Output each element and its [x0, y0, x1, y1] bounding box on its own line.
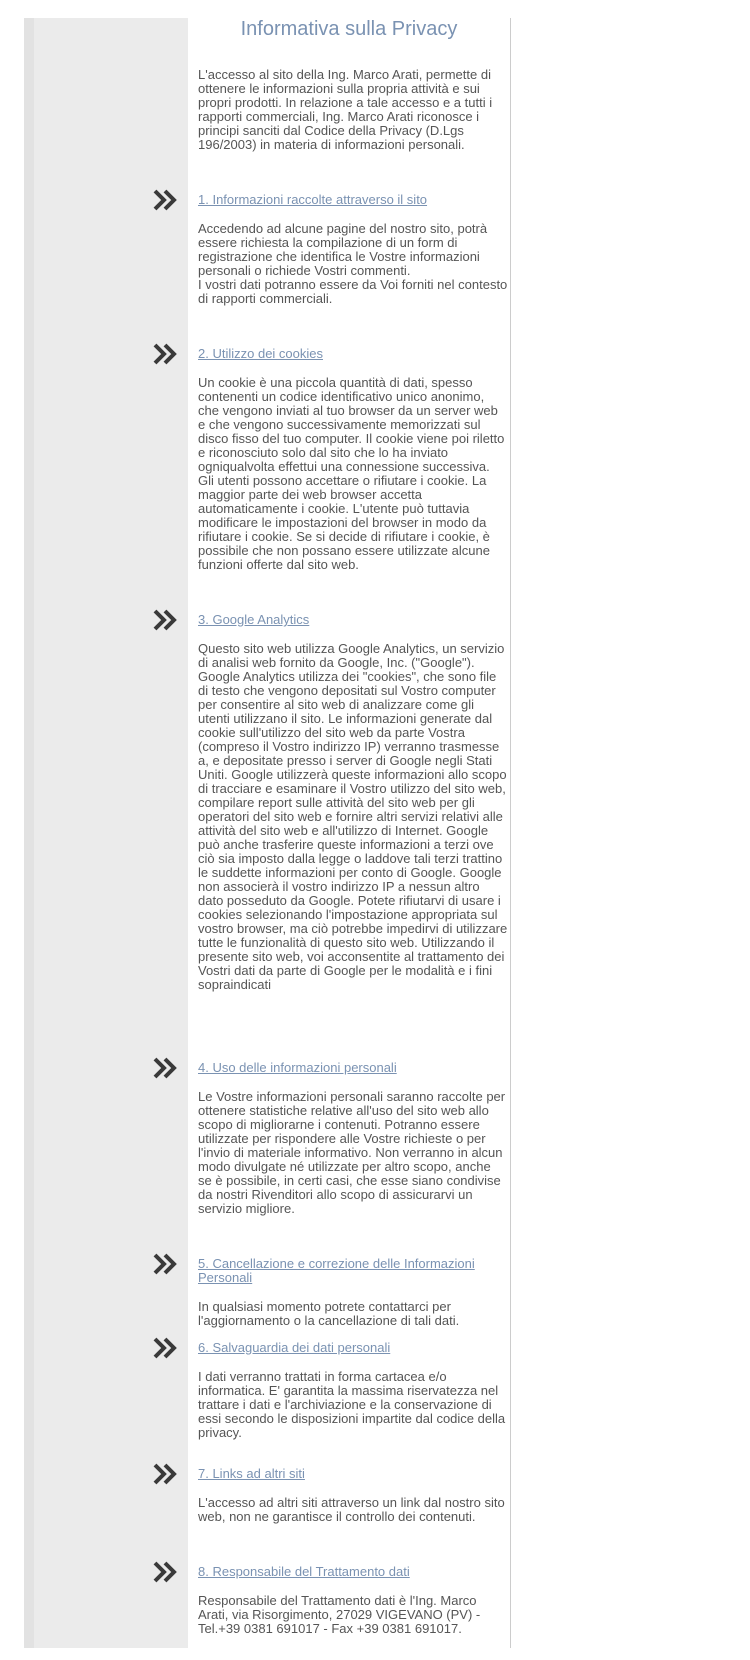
section-1-heading-link[interactable]: 1. Informazioni raccolte attraverso il sito [198, 192, 428, 207]
left-sidebar-panel [24, 18, 188, 1648]
section-2-heading-link[interactable]: 2. Utilizzo dei cookies [198, 346, 323, 361]
double-chevron-right-icon [152, 188, 180, 212]
section-3-heading-link[interactable]: 3. Google Analytics [198, 612, 310, 627]
double-chevron-right-icon [152, 1462, 180, 1486]
double-chevron-right-icon [152, 342, 180, 366]
double-chevron-right-icon [152, 608, 180, 632]
section-7-heading-link[interactable]: 7. Links ad altri siti [198, 1466, 305, 1481]
content-right-border [510, 18, 511, 1648]
section-3-body: Questo sito web utilizza Google Analytics, un servizio di analisi web fornito da Google, Inc. ("Google"). Google Analytics utilizza dei "cookies", che sono file di testo che vengono depositati sul Vostro computer per consentire al sito web di analizzare come gli utenti utilizzano il sito. Le informazioni generate dal cookie sull'utilizzo del sito web da parte Vostra (compreso il Vostro indirizzo IP) verranno trasmesse a, e depositate presso i server di Google negli Stati Uniti. Google utilizzerà queste informazioni allo scopo di tracciare e esaminare il Vostro utilizzo del sito web, compilare report sulle attività del sito web per gli operatori del sito web e fornire altri servizi relativi alle attività del sito web e all'utilizzo di Internet. Google può anche trasferire queste informazioni a terzi ove ciò sia imposto dalla legge o laddove tali terzi trattino le suddette informazioni per conto di Google. Google non associerà il vostro indirizzo IP a nessun altro dato posseduto da Google. Potete rifiutarvi di usare i cookies selezionando l'impostazione appropriata sul vostro browser, ma ciò potrebbe impedirvi di utilizzare tutte le funzionalità di questo sito web. Utilizzando il presente sito web, voi acconsentite al trattamento dei Vostri dati da parte di Google per le modalità e i fini sopraindicati [198, 641, 508, 992]
section-7-body: L'accesso ad altri siti attraverso un link dal nostro sito web, non ne garantisce il controllo dei contenuti. [198, 1495, 505, 1524]
page-title: Informativa sulla Privacy [240, 18, 458, 40]
section-6-body: I dati verranno trattati in forma cartacea e/o informatica. E' garantita la massima riservatezza nel trattare i dati e l'archiviazione e la conservazione di essi secondo le disposizioni impartite dal codice della privacy. [198, 1369, 506, 1440]
left-sidebar-edge [24, 18, 34, 1648]
section-8-body: Responsabile del Trattamento dati è l'Ing. Marco Arati, via Risorgimento, 27029 VIGEVANO (PV) - Tel.+39 0381 691017 - Fax +39 0381 691017. [198, 1593, 481, 1636]
double-chevron-right-icon [152, 1056, 180, 1080]
section-4-body: Le Vostre informazioni personali saranno raccolte per ottenere statistiche relative all'uso del sito web allo scopo di migliorarne i contenuti. Potranno essere utilizzate per rispondere alle Vostre richieste o per l'invio di materiale informativo. Non verranno in alcun modo divulgate né utilizzate per altro scopo, anche se è possibile, in certi casi, che esse siano condivise da nostri Rivenditori allo scopo di assicurarvi un servizio migliore. [198, 1089, 506, 1216]
section-6-heading-link[interactable]: 6. Salvaguardia dei dati personali [198, 1340, 391, 1355]
section-5-heading-link[interactable]: 5. Cancellazione e correzione delle Informazioni Personali [198, 1256, 475, 1285]
section-2-body: Un cookie è una piccola quantità di dati, spesso contenenti un codice identificativo unico anonimo, che vengono inviati al tuo browser da un server web e che vengono successivamente memorizzati sul disco fisso del tuo computer. Il cookie viene poi riletto e riconosciuto solo dal sito che lo ha inviato ogniqualvolta effettui una connessione successiva. Gli utenti possono accettare o rifiutare i cookie. La maggior parte dei web browser accetta automaticamente i cookie. L'utente può tuttavia modificare le impostazioni del browser in modo da rifiutare i cookie. Se si decide di rifiutare i cookie, è possibile che non possano essere utilizzate alcune funzioni offerte dal sito web. [198, 375, 505, 572]
double-chevron-right-icon [152, 1252, 180, 1276]
section-5-body: In qualsiasi momento potrete contattarci per l'aggiornamento o la cancellazione di tali dati. [198, 1299, 460, 1328]
section-4-heading-link[interactable]: 4. Uso delle informazioni personali [198, 1060, 397, 1075]
double-chevron-right-icon [152, 1560, 180, 1584]
section-1-body: Accedendo ad alcune pagine del nostro sito, potrà essere richiesta la compilazione di un form di registrazione che identifica le Vostre informazioni personali o richiede Vostri commenti. I vostri dati potranno essere da Voi forniti nel contesto di rapporti commerciali. [198, 221, 508, 306]
section-8-heading-link[interactable]: 8. Responsabile del Trattamento dati [198, 1564, 410, 1579]
double-chevron-right-icon [152, 1336, 180, 1360]
intro-text: L'accesso al sito della Ing. Marco Arati, permette di ottenere le informazioni sulla propria attività e sui propri prodotti. In relazione a tale accesso e a tutti i rapporti commerciali, Ing. Marco Arati riconosce i principi sanciti dal Codice della Privacy (D.Lgs 196/2003) in materia di informazioni personali. [198, 67, 493, 152]
